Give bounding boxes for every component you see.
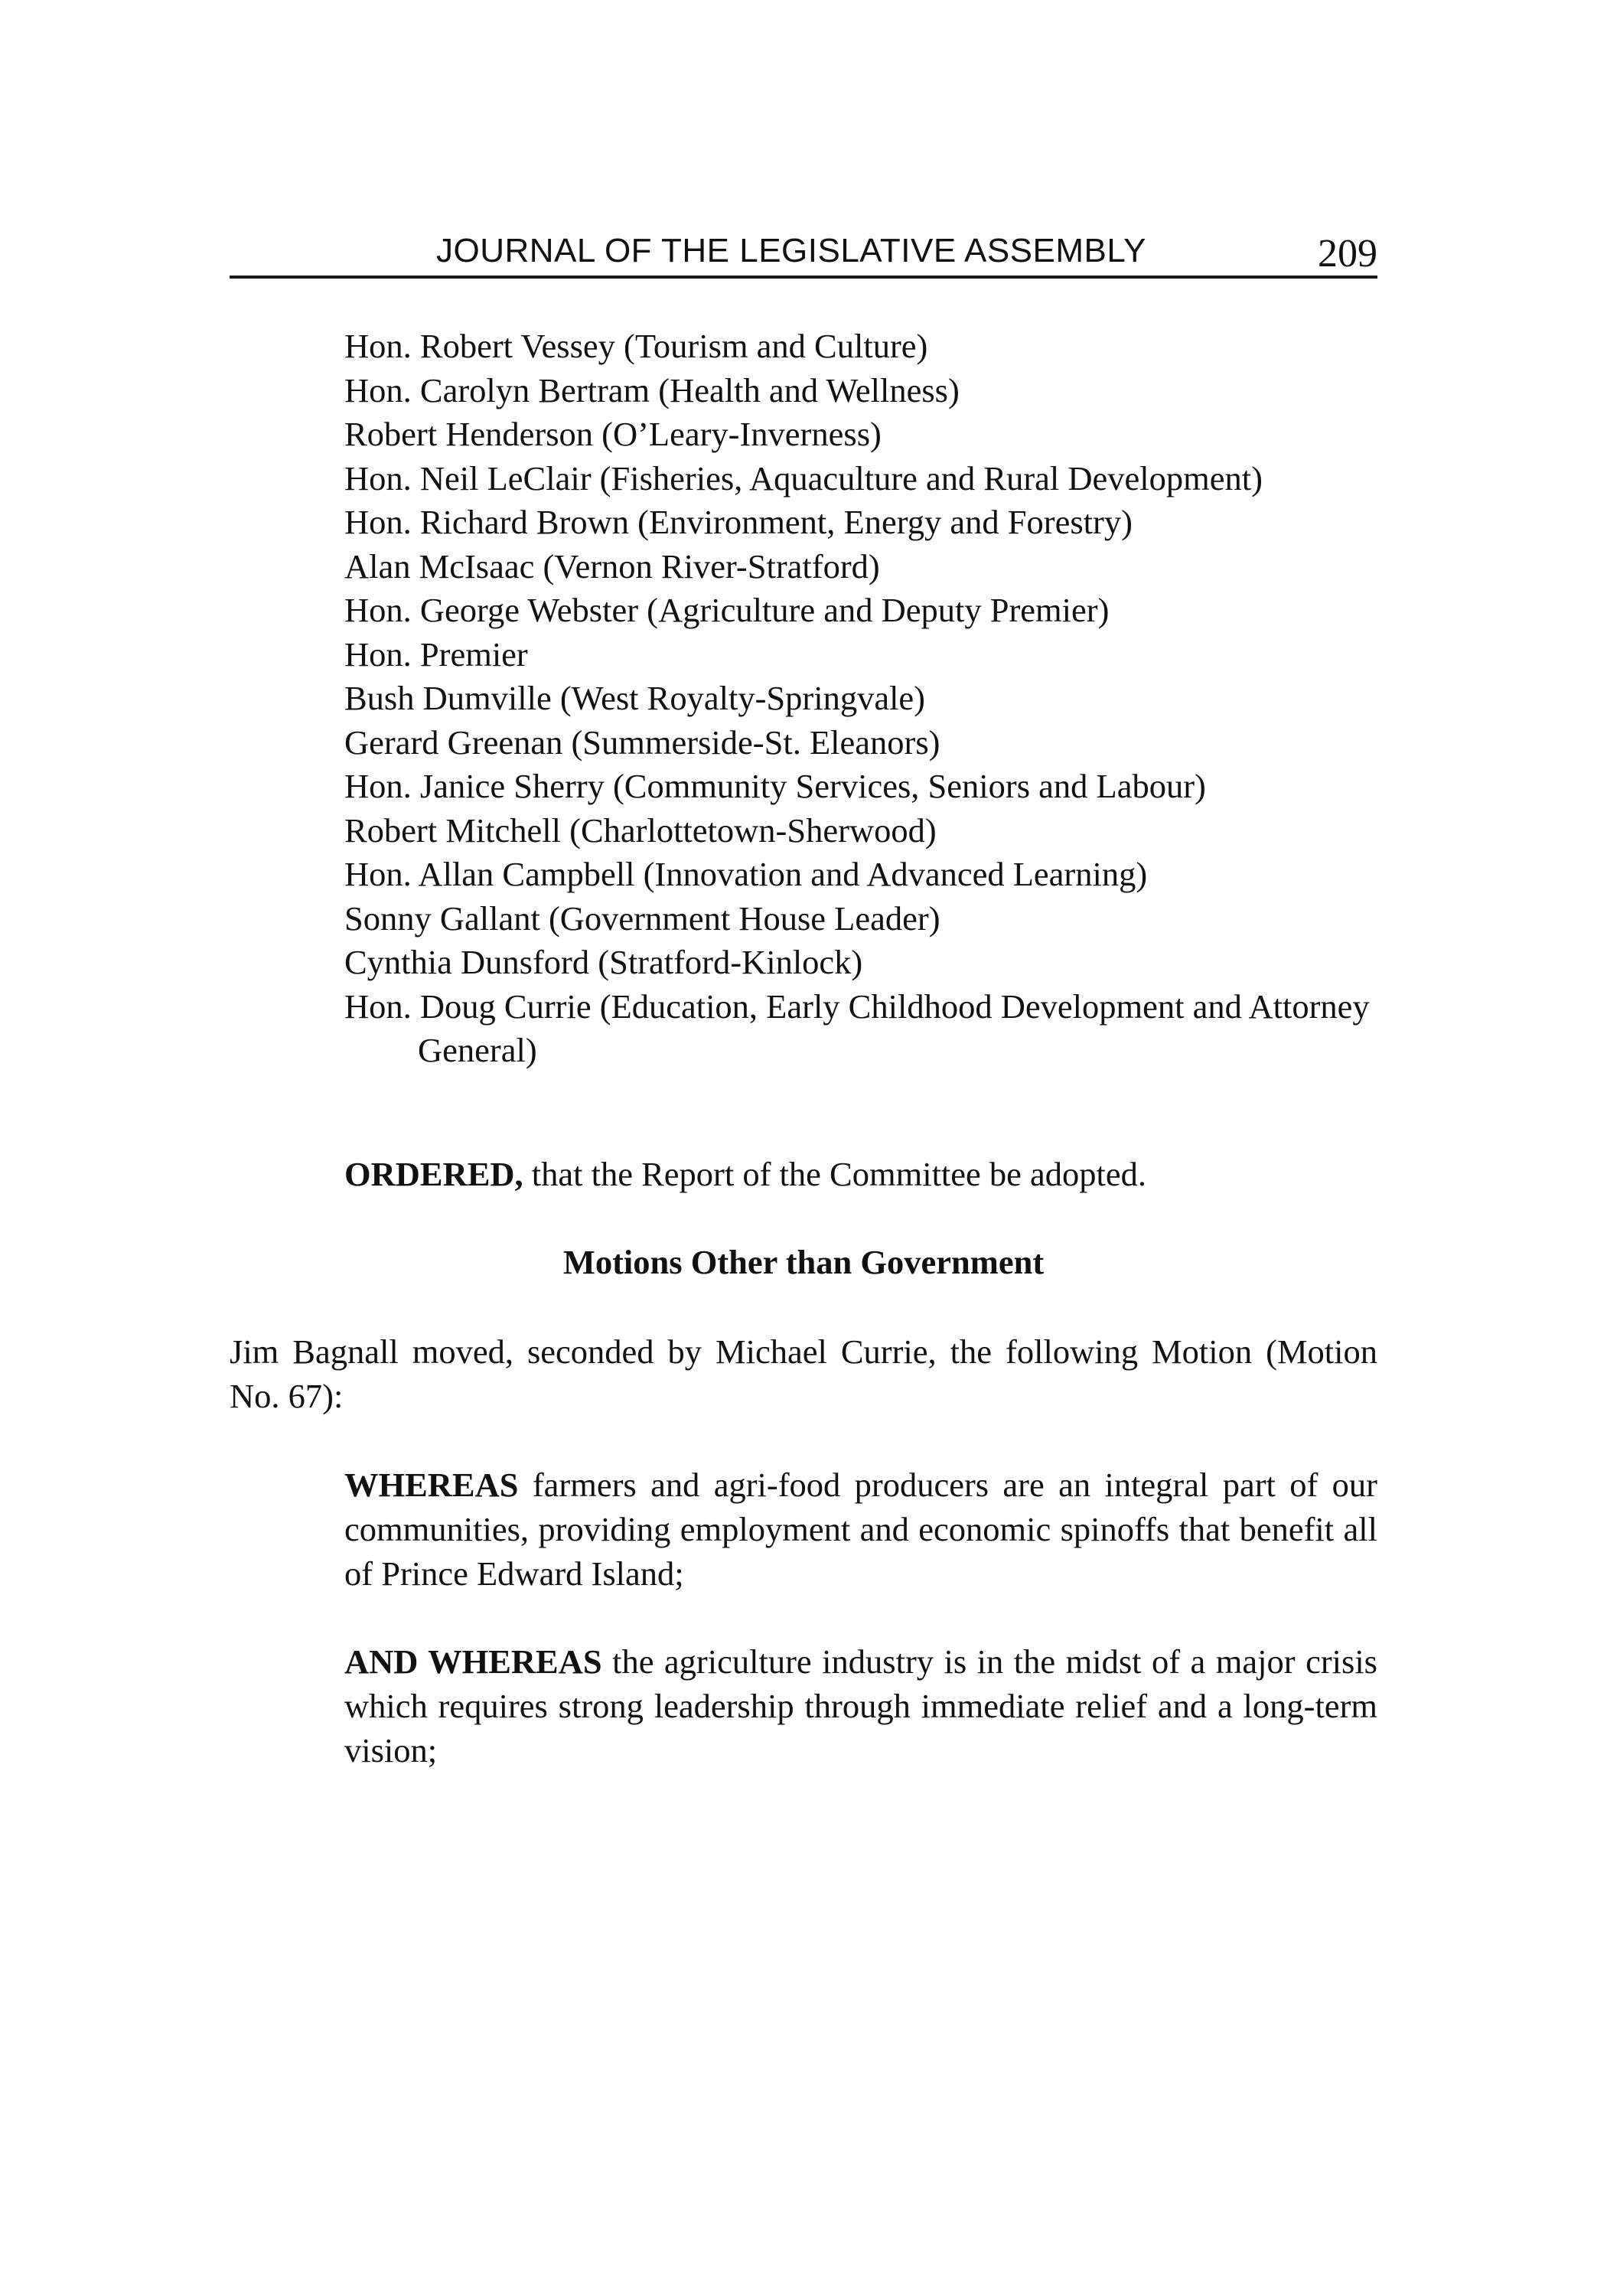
- member-entry: Hon. Janice Sherry (Community Services, Seniors and Labour): [344, 767, 1206, 805]
- member-entry: Hon. Allan Campbell (Innovation and Advanced Learning): [344, 855, 1148, 893]
- member-entry: Sonny Gallant (Government House Leader): [344, 899, 940, 938]
- member-entry: Hon. Neil LeClair (Fisheries, Aquaculture and Rural Development): [344, 458, 1263, 497]
- member-entry: Hon. George Webster (Agriculture and Deputy Premier): [344, 591, 1110, 629]
- section-heading: Motions Other than Government: [562, 1243, 1045, 1281]
- member-entry: Hon. Premier: [344, 634, 528, 673]
- clause-text: the agriculture industry is in the midst of a major crisis which requires strong leadership through immediate relief and a long-term vision;: [344, 1642, 1377, 1769]
- member-entry: Robert Mitchell (Charlottetown-Sherwood): [344, 810, 937, 850]
- ordered-keyword: ORDERED,: [344, 1155, 523, 1193]
- ordered-resolution: [344, 1152, 1400, 1196]
- member-entry: Robert Henderson (O’Leary-Inverness): [344, 415, 882, 453]
- clause-text: farmers and agri-food producers are an integral part of our communities, providing employment and economic spinoffs that benefit all of Prince Edward Island;: [344, 1466, 1377, 1593]
- motion-intro: Jim Bagnall moved, seconded by Michael Currie, the following Motion (Motion No. 67):: [230, 1332, 1377, 1415]
- member-entry: Cynthia Dunsford (Stratford-Kinlock): [344, 943, 863, 981]
- and-whereas-clause: [344, 1639, 1377, 1773]
- clause-keyword: AND WHEREAS: [344, 1642, 602, 1681]
- clause-keyword: WHEREAS: [344, 1466, 519, 1504]
- running-title: JOURNAL OF THE LEGISLATIVE ASSEMBLY: [436, 232, 1146, 269]
- page-header: [230, 228, 1377, 279]
- member-entry: Hon. Robert Vessey (Tourism and Culture): [344, 327, 928, 365]
- member-entry: Gerard Greenan (Summerside-St. Eleanors): [344, 722, 940, 762]
- committee-member-list: [344, 325, 1400, 1073]
- member-entry: Bush Dumville (West Royalty-Springvale): [344, 679, 925, 717]
- whereas-clause: [344, 1463, 1377, 1596]
- member-entry: Hon. Carolyn Bertram (Health and Wellness): [344, 370, 960, 409]
- member-entry: Alan McIsaac (Vernon River-Stratford): [344, 546, 880, 585]
- member-entry: Hon. Doug Currie (Education, Early Childhood Development and Attorney General): [344, 987, 1370, 1069]
- ordered-text: that the Report of the Committee be adopted.: [523, 1155, 1147, 1193]
- member-entry: Hon. Richard Brown (Environment, Energy and Forestry): [344, 503, 1133, 541]
- page-number: 209: [1318, 232, 1377, 276]
